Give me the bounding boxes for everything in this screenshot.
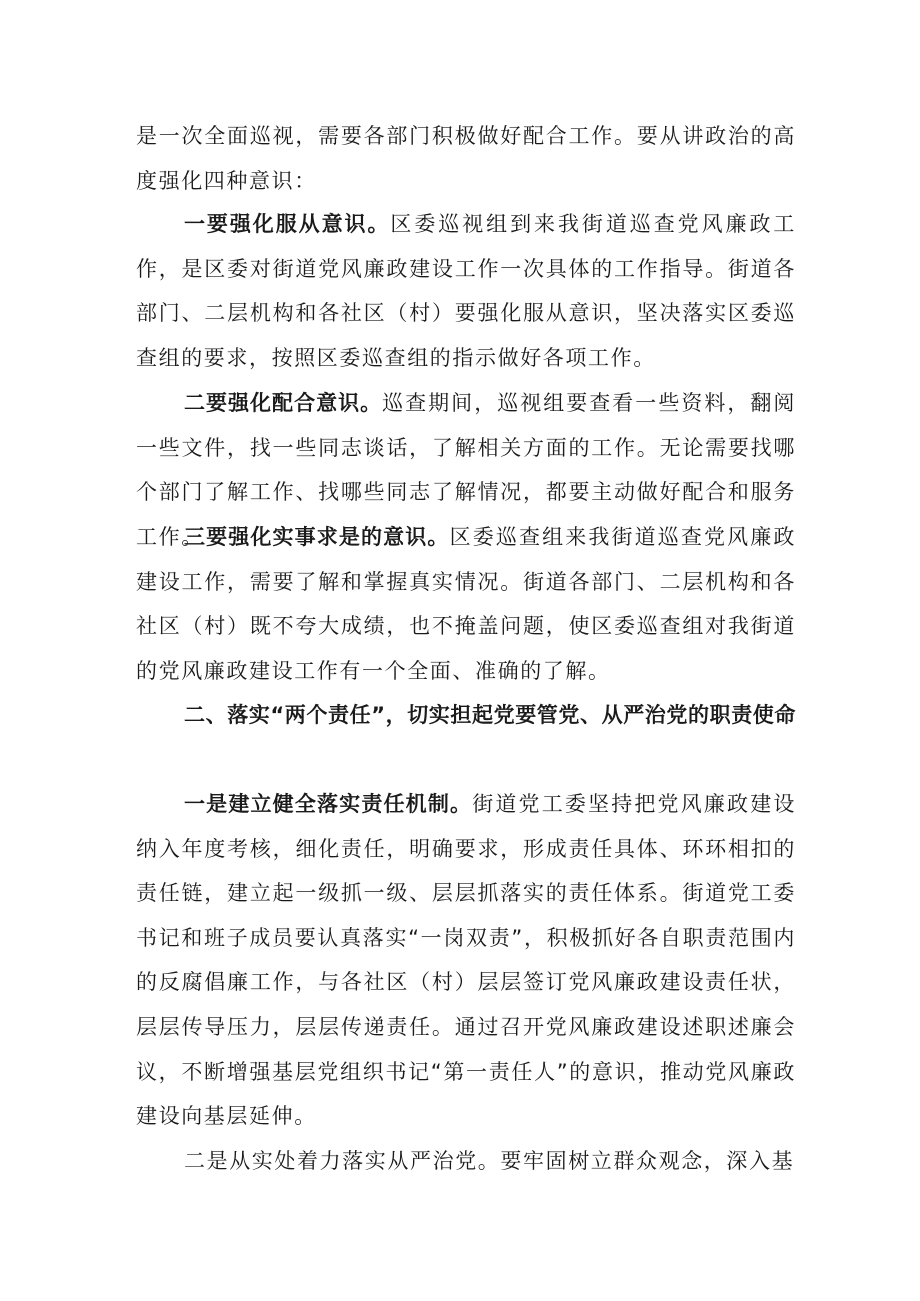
paragraph-truthfulness: [136, 515, 796, 693]
paragraph-text: 二是从实处着力落实从严治党。要牢固树立群众观念，深入基: [184, 1149, 795, 1173]
section-heading: [136, 693, 796, 738]
paragraph-lead: 一要强化服从意识。: [184, 212, 391, 236]
paragraph-lead: 三要强化实事求是的意识。: [184, 525, 450, 549]
paragraph-intro: [136, 114, 796, 203]
paragraph-lead: 一是建立健全落实责任机制。: [184, 792, 473, 816]
paragraph-text: 巡查期间，巡视组要查看一些资料，翻阅一些文件，找一些同志谈话，了解相关方面的工作。无论需要找哪个部门了解工作、找哪些同志了解情况，都要主动做好配合和服务工作。: [136, 391, 796, 549]
paragraph-responsibility-mechanism: [136, 782, 796, 1139]
paragraph-text: 区委巡视组到来我街道巡查党风廉政工作，是区委对街道党风廉政建设工作一次具体的工作指导。街道各部门、二层机构和各社区（村）要强化服从意识，坚决落实区委巡查组的要求，按照区委巡查组的指示做好各项工作。: [136, 212, 796, 370]
paragraph-text: 区委巡查组来我街道巡查党风廉政建设工作，需要了解和掌握真实情况。街道各部门、二层机构和各社区（村）既不夸大成绩，也不掩盖问题，使区委巡查组对我街道的党风廉政建设工作有一个全面、准确的了解。: [136, 525, 797, 683]
paragraph-obedience: [136, 202, 796, 380]
paragraph-text: 是一次全面巡视，需要各部门积极做好配合工作。要从讲政治的高度强化四种意识：: [136, 124, 796, 193]
paragraph-lead: 二要强化配合意识。: [184, 391, 383, 415]
paragraph-strict-governance: [136, 1139, 796, 1184]
section-heading-text: 二、落实“两个责任”，切实担起党要管党、从严治党的职责使命: [184, 703, 797, 727]
paragraph-text: 街道党工委坚持把党风廉政建设纳入年度考核，细化责任，明确要求，形成责任具体、环环相扣的责任链，建立起一级抓一级、层层抓落实的责任体系。街道党工委书记和班子成员要认真落实“一岗双责”，积极抓好各自职责范围内的反腐倡廉工作，与各社区（村）层层签订党风廉政建设责任状，层层传导压力，层层传递责任。通过召开党风廉政建设述职述廉会议，不断增强基层党组织书记“第一责任人”的意识，推动党风廉政建设向基层延伸。: [136, 792, 796, 1129]
